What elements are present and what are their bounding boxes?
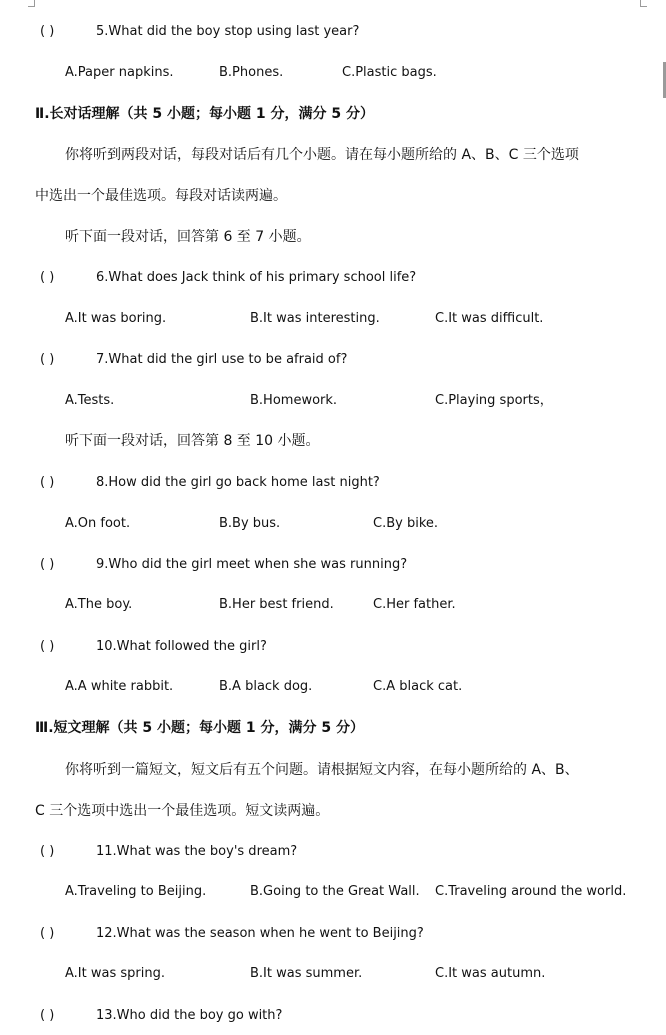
answer-blank-q10: ( ) bbox=[40, 639, 55, 654]
question-13: 13.Who did the boy go with? bbox=[96, 1008, 283, 1023]
section-3-heading: Ⅲ.短文理解（共 5 小题；每小题 1 分，满分 5 分） bbox=[35, 720, 365, 736]
q8-option-a: A.On foot. bbox=[65, 516, 131, 531]
question-9: 9.Who did the girl meet when she was running? bbox=[96, 557, 408, 572]
answer-blank-q7: ( ) bbox=[40, 352, 55, 367]
q6-option-c: C.It was difficult. bbox=[435, 311, 544, 326]
page-corner-mark-right bbox=[640, 0, 647, 7]
q8-option-c: C.By bike. bbox=[373, 516, 439, 531]
question-7: 7.What did the girl use to be afraid of? bbox=[96, 352, 348, 367]
section-3-intro-line-2: C 三个选项中选出一个最佳选项。短文读两遍。 bbox=[35, 803, 330, 819]
answer-blank-q9: ( ) bbox=[40, 557, 55, 572]
q11-option-a: A.Traveling to Beijing. bbox=[65, 884, 207, 899]
page-corner-mark-left bbox=[28, 0, 35, 7]
section-2-intro-line-2: 中选出一个最佳选项。每段对话读两遍。 bbox=[35, 188, 287, 204]
question-12: 12.What was the season when he went to Beijing? bbox=[96, 926, 424, 941]
question-8: 8.How did the girl go back home last night? bbox=[96, 475, 380, 490]
q8-option-b: B.By bus. bbox=[219, 516, 281, 531]
q12-option-b: B.It was summer. bbox=[250, 966, 363, 981]
q9-option-b: B.Her best friend. bbox=[219, 597, 334, 612]
q6-option-b: B.It was interesting. bbox=[250, 311, 380, 326]
answer-blank-q6: ( ) bbox=[40, 270, 55, 285]
q12-option-a: A.It was spring. bbox=[65, 966, 165, 981]
answer-blank-q13: ( ) bbox=[40, 1008, 55, 1023]
q10-option-a: A.A white rabbit. bbox=[65, 679, 174, 694]
q7-option-b: B.Homework. bbox=[250, 393, 338, 408]
q5-option-b: B.Phones. bbox=[219, 65, 284, 80]
answer-blank-q12: ( ) bbox=[40, 926, 55, 941]
q7-option-a: A.Tests. bbox=[65, 393, 115, 408]
q12-option-c: C.It was autumn. bbox=[435, 966, 546, 981]
question-10: 10.What followed the girl? bbox=[96, 639, 267, 654]
q5-option-a: A.Paper napkins. bbox=[65, 65, 174, 80]
section-2-heading: Ⅱ.长对话理解（共 5 小题；每小题 1 分，满分 5 分） bbox=[35, 106, 375, 122]
answer-blank-q11: ( ) bbox=[40, 844, 55, 859]
question-11: 11.What was the boy's dream? bbox=[96, 844, 298, 859]
answer-blank-q8: ( ) bbox=[40, 475, 55, 490]
q10-option-c: C.A black cat. bbox=[373, 679, 463, 694]
q9-option-a: A.The boy. bbox=[65, 597, 133, 612]
q7-option-c: C.Playing sports， bbox=[435, 393, 553, 408]
q6-option-a: A.It was boring. bbox=[65, 311, 167, 326]
question-6: 6.What does Jack think of his primary school life? bbox=[96, 270, 417, 285]
q11-option-b: B.Going to the Great Wall. bbox=[250, 884, 420, 899]
section-3-intro-line-1: 你将听到一篇短文，短文后有五个问题。请根据短文内容，在每小题所给的 A、B、 bbox=[65, 762, 579, 778]
q11-option-c: C.Traveling around the world. bbox=[435, 884, 627, 899]
q9-option-c: C.Her father. bbox=[373, 597, 456, 612]
dialog-1-note: 听下面一段对话，回答第 6 至 7 小题。 bbox=[65, 229, 311, 245]
q5-option-c: C.Plastic bags. bbox=[342, 65, 437, 80]
answer-blank-q5: ( ) bbox=[40, 24, 55, 39]
dialog-2-note: 听下面一段对话，回答第 8 至 10 小题。 bbox=[65, 433, 320, 449]
section-2-intro-line-1: 你将听到两段对话，每段对话后有几个小题。请在每小题所给的 A、B、C 三个选项 bbox=[65, 147, 579, 163]
q10-option-b: B.A black dog. bbox=[219, 679, 313, 694]
question-5: 5.What did the boy stop using last year? bbox=[96, 24, 360, 39]
